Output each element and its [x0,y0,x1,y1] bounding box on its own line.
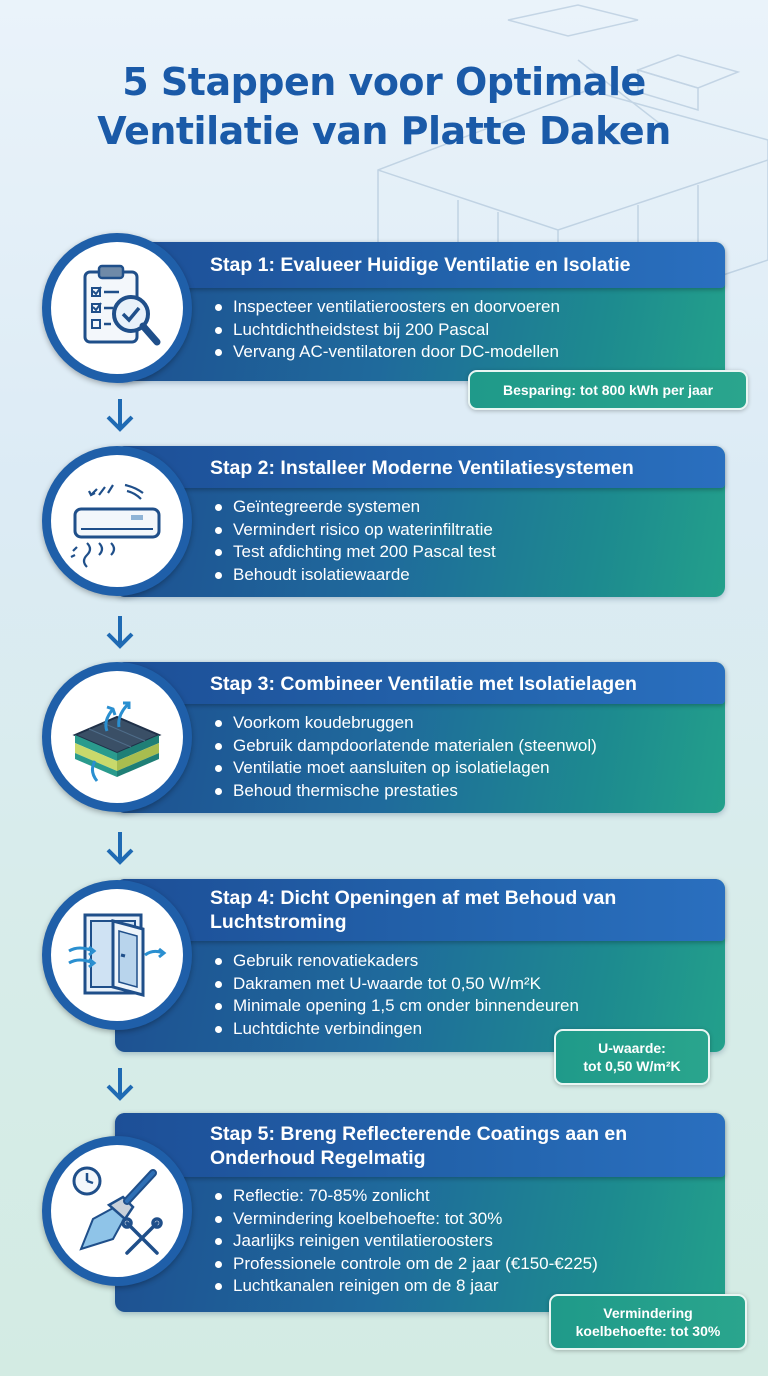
step-1-card [115,242,725,381]
step-2-title: Stap 2: Installeer Moderne Ventilatiesystemen [210,457,634,479]
step-4-icon-circle [42,880,192,1030]
list-item: Voorkom koudebruggen [210,712,715,735]
list-item: Gebruik dampdoorlatende materialen (steenwol) [210,735,715,758]
page-title [0,58,768,156]
step-1-savings-badge [468,370,748,410]
step-3-icon-circle [42,662,192,812]
list-item: Behoud thermische prestaties [210,780,715,803]
clipboard-magnifier-icon [67,258,167,358]
step-4-title-line-2: Luchtstroming [210,911,347,933]
list-item: Luchtkanalen reinigen om de 8 jaar [210,1275,715,1298]
list-item: Vermindert risico op waterinfiltratie [210,519,715,542]
list-item: Dakramen met U-waarde tot 0,50 W/m²K [210,973,715,996]
step-1-icon-circle [42,233,192,383]
step-1-badge-text: Besparing: tot 800 kWh per jaar [502,382,714,398]
list-item: Vervang AC-ventilatoren door DC-modellen [210,341,715,364]
list-item: Minimale opening 1,5 cm onder binnendeuren [210,995,715,1018]
step-5-title [210,1122,713,1170]
step-5-title-line-2: Onderhoud Regelmatig [210,1147,426,1169]
step-5-cooling-badge [549,1294,747,1350]
step-3-bullets [210,712,715,802]
step-4-badge-line-1: U-waarde: [598,1040,666,1056]
step-1-title: Stap 1: Evalueer Huidige Ventilatie en Isolatie [210,254,631,276]
list-item: Professionele controle om de 2 jaar (€150-€225) [210,1253,715,1276]
list-item: Reflectie: 70-85% zonlicht [210,1185,715,1208]
list-item: Vermindering koelbehoefte: tot 30% [210,1208,715,1231]
page-title-line-1: 5 Stappen voor Optimale [122,60,646,104]
list-item: Luchtdichte verbindingen [210,1018,715,1041]
arrow-down-icon [100,1064,140,1104]
list-item: Geïntegreerde systemen [210,496,715,519]
list-item: Behoudt isolatiewaarde [210,564,715,587]
step-1-bullets [210,296,715,364]
list-item: Test afdichting met 200 Pascal test [210,541,715,564]
step-3-title: Stap 3: Combineer Ventilatie met Isolatielagen [210,673,637,695]
arrow-down-icon [100,612,140,652]
insulation-layers-icon [67,687,167,787]
step-5-badge-line-2: koelbehoefte: tot 30% [575,1323,721,1339]
list-item: Luchtdichtheidstest bij 200 Pascal [210,319,715,342]
list-item: Inspecteer ventilatieroosters en doorvoeren [210,296,715,319]
step-4-card [115,879,725,1052]
step-2-card [115,446,725,597]
step-5-icon-circle [42,1136,192,1286]
page-title-line-2: Ventilatie van Platte Daken [97,109,671,153]
list-item: Gebruik renovatiekaders [210,950,715,973]
step-2-icon-circle [42,446,192,596]
air-conditioner-icon [67,471,167,571]
step-5-title-line-1: Stap 5: Breng Reflecterende Coatings aan en [210,1123,628,1145]
step-4-bullets [210,950,715,1040]
open-window-icon [67,905,167,1005]
step-4-u-value-badge [554,1029,710,1085]
step-5-badge-line-1: Vermindering [603,1305,693,1321]
step-5-bullets [210,1185,715,1298]
list-item: Ventilatie moet aansluiten op isolatielagen [210,757,715,780]
step-4-title-line-1: Stap 4: Dicht Openingen af met Behoud van [210,887,617,909]
step-4-title [210,886,713,934]
step-2-bullets [210,496,715,586]
step-3-card [115,662,725,813]
arrow-down-icon [100,395,140,435]
list-item: Jaarlijks reinigen ventilatieroosters [210,1230,715,1253]
step-4-badge-line-2: tot 0,50 W/m²K [583,1058,681,1074]
arrow-down-icon [100,828,140,868]
paintbrush-tools-icon [67,1161,167,1261]
step-5-card [115,1113,725,1312]
